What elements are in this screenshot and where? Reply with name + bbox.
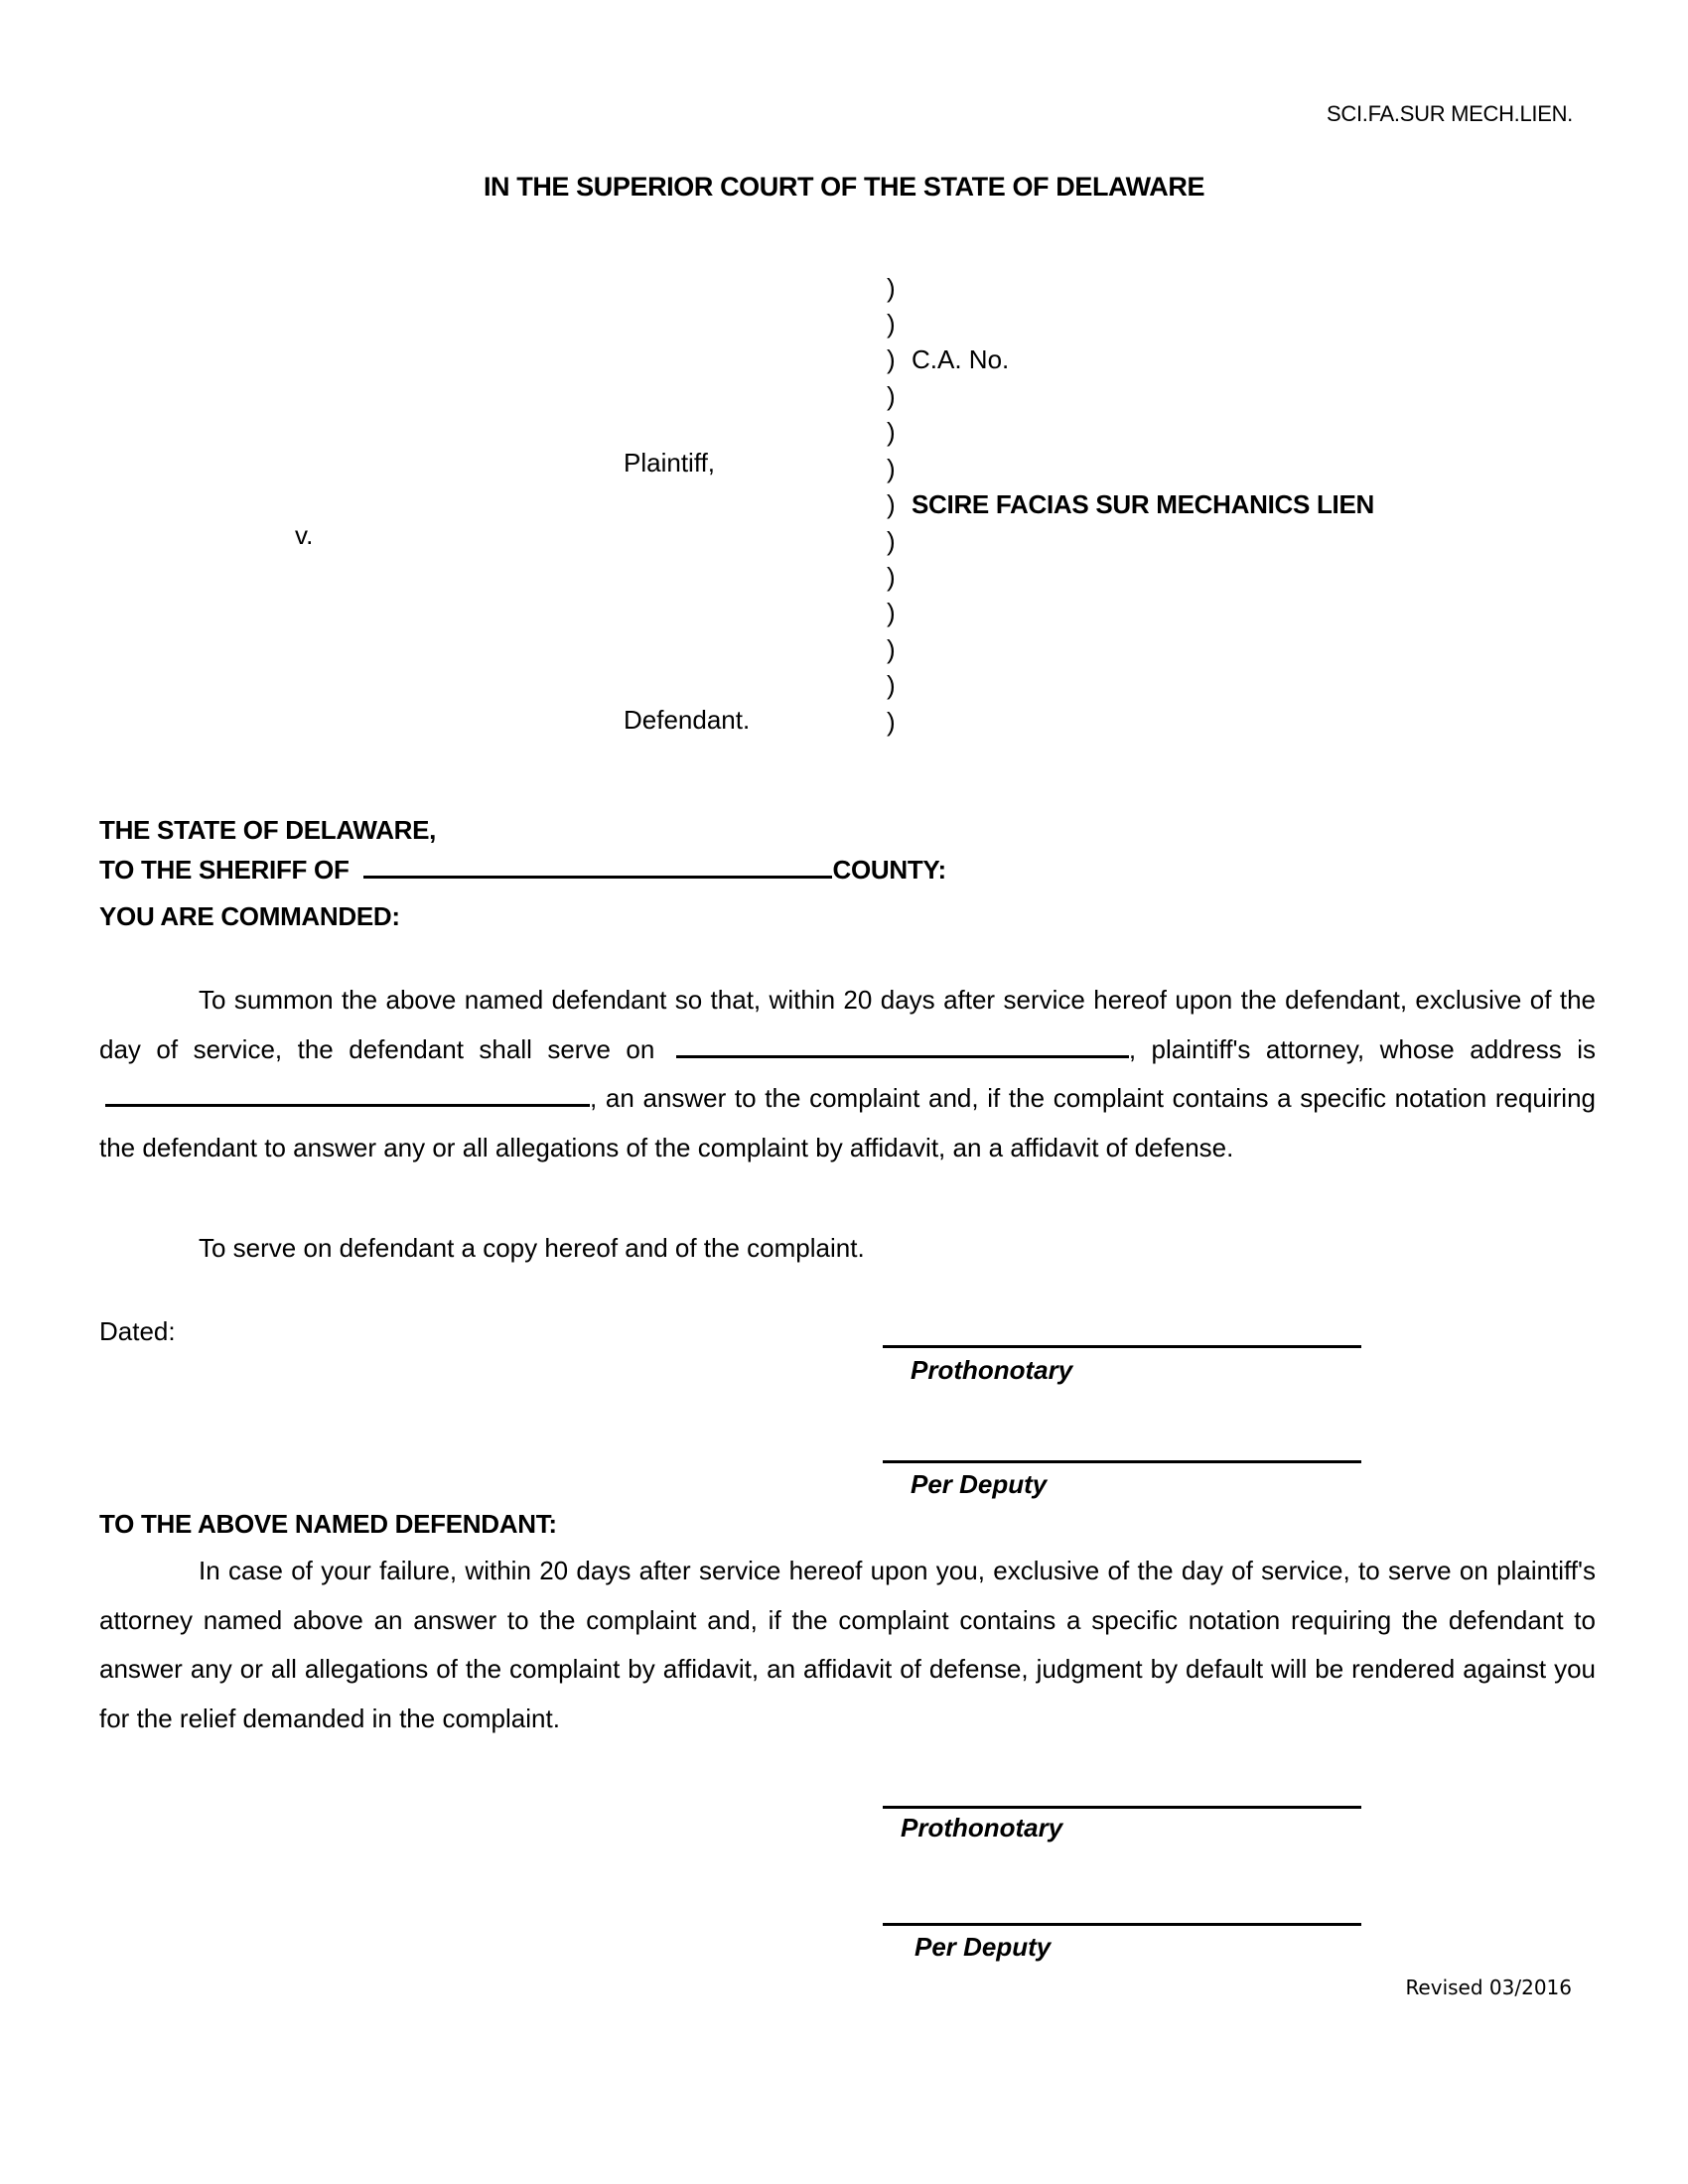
prothonotary-label-2: Prothonotary [901, 1813, 1063, 1843]
versus-label: v. [295, 520, 314, 550]
caption-paren: ) [887, 670, 896, 700]
caption-paren: ) [887, 707, 896, 737]
dated-label: Dated: [99, 1316, 176, 1346]
caption-paren: ) [887, 309, 896, 339]
caption-paren: ) [887, 634, 896, 664]
caption-paren: ) [887, 454, 896, 483]
plaintiff-label: Plaintiff, [624, 448, 716, 478]
commanded-heading: YOU ARE COMMANDED: [99, 901, 400, 931]
revised-date: Revised 03/2016 [1405, 1976, 1572, 1999]
summons-paragraph: To summon the above named defendant so that, within 20 days after service hereof upon the defendant, exclusive of the day of service, the defendant shall serve on , plaintiff's attorney, whose address is , an answer to the complaint and, if the complaint contains a specific notation requiring the defendant to answer any or all allegations of the complaint by affidavit, an a affidavit of defense. [99, 985, 1596, 1162]
caption-paren: ) [887, 526, 896, 556]
caption-paren: ) [887, 562, 896, 592]
state-line: THE STATE OF DELAWARE, [99, 815, 437, 845]
caption-paren: ) [887, 598, 896, 627]
notice-paragraph: In case of your failure, within 20 days after service hereof upon you, exclusive of the day of service, to serve on plaintiff's attorney named above an answer to the complaint and, if the complaint contains a specific notation requiring the defendant to answer any or all allegations of the complaint by affidavit, an affidavit of defense, judgment by default will be rendered against you for the relief demanded in the complaint. [99, 1556, 1596, 1733]
caption-paren: ) [887, 344, 896, 374]
county-field[interactable] [363, 854, 832, 879]
county-suffix: COUNTY: [832, 855, 946, 885]
attorney-address-field[interactable] [105, 1082, 590, 1107]
prothonotary-signature-line-2[interactable] [883, 1806, 1361, 1809]
prothonotary-signature-line[interactable] [883, 1345, 1361, 1348]
serve-copy-paragraph: To serve on defendant a copy hereof and of the complaint. [199, 1233, 865, 1263]
caption-paren: ) [887, 273, 896, 303]
per-deputy-label: Per Deputy [911, 1469, 1048, 1499]
defendant-label: Defendant. [624, 705, 751, 735]
per-deputy-signature-line[interactable] [883, 1460, 1361, 1463]
caption-paren: ) [887, 489, 896, 519]
per-deputy-label-2: Per Deputy [914, 1932, 1052, 1962]
per-deputy-signature-line-2[interactable] [883, 1923, 1361, 1926]
attorney-name-field[interactable] [676, 1033, 1129, 1058]
dated-field[interactable] [99, 1318, 176, 1344]
form-code: SCI.FA.SUR MECH.LIEN. [1327, 101, 1573, 126]
case-number-label: C.A. No. [912, 344, 1010, 374]
sheriff-line [99, 854, 946, 883]
case-number-field[interactable] [912, 346, 1009, 372]
sheriff-prefix: TO THE SHERIFF OF [99, 855, 350, 885]
court-title: IN THE SUPERIOR COURT OF THE STATE OF DELAWARE [483, 172, 1205, 202]
prothonotary-label: Prothonotary [911, 1355, 1073, 1385]
notice-heading: TO THE ABOVE NAMED DEFENDANT: [99, 1509, 557, 1539]
document-title: SCIRE FACIAS SUR MECHANICS LIEN [912, 489, 1374, 519]
caption-paren: ) [887, 381, 896, 411]
caption-paren: ) [887, 417, 896, 447]
